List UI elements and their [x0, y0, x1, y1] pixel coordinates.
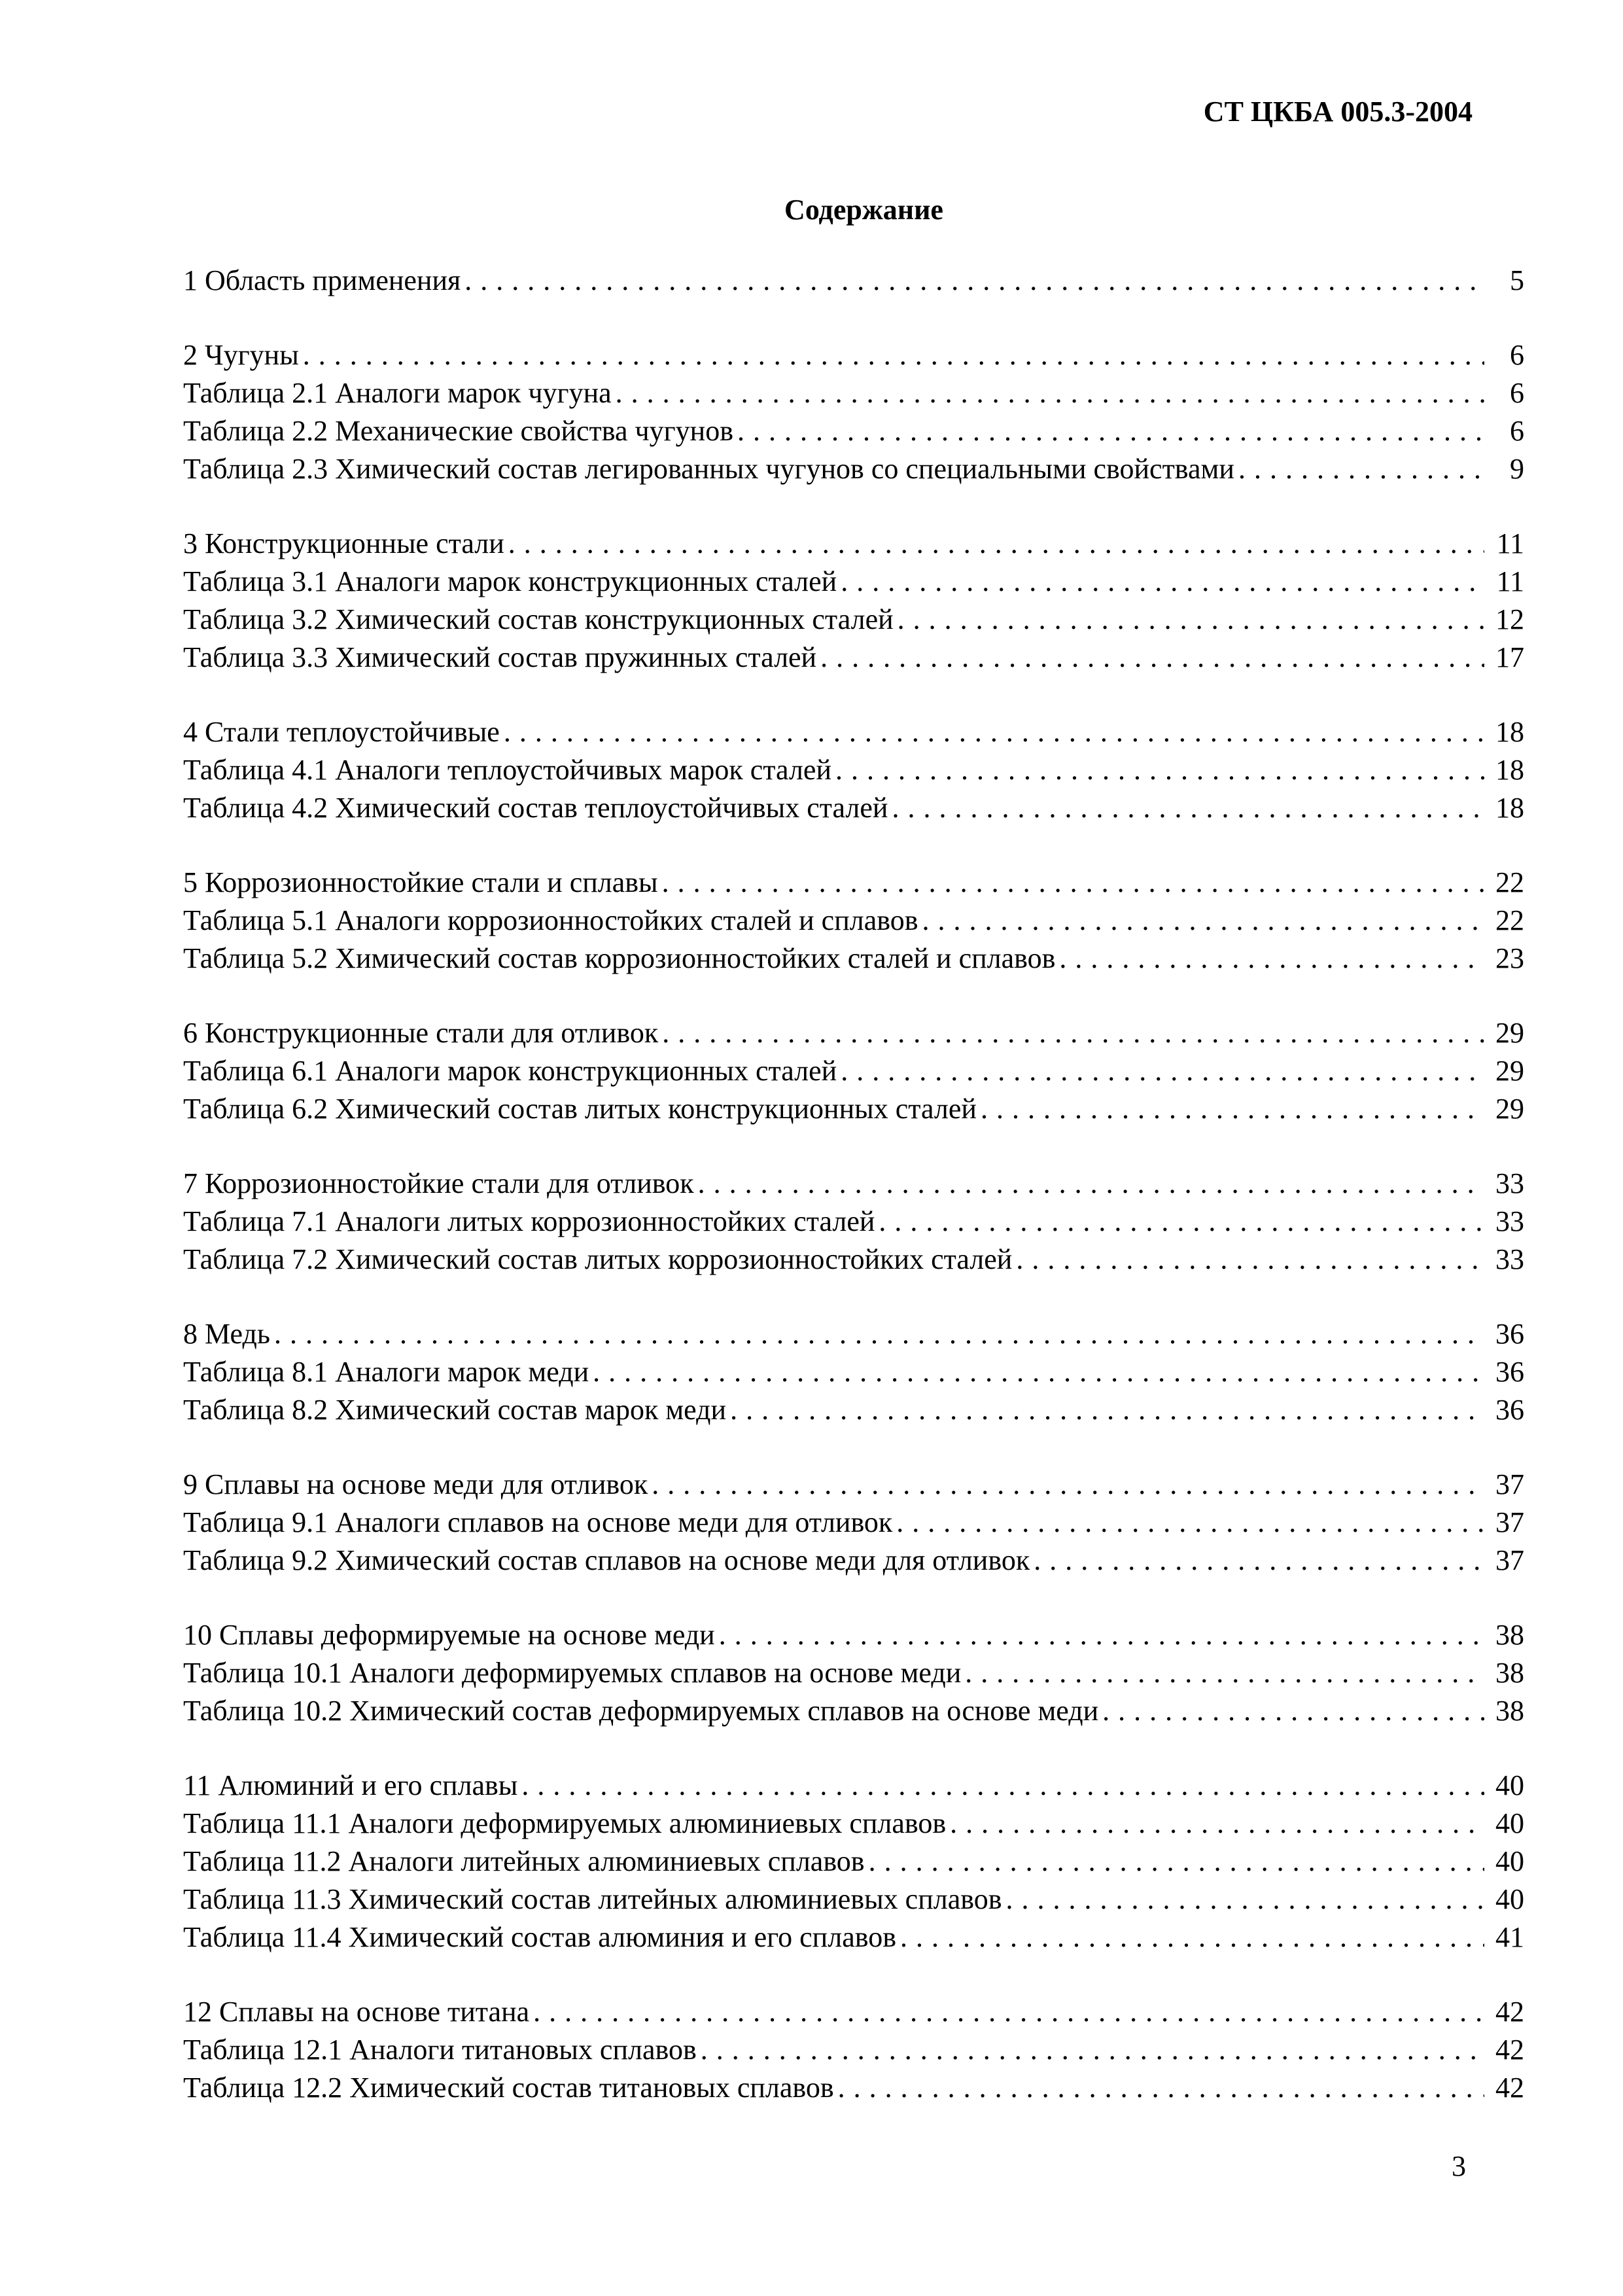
toc-section: [183, 525, 1524, 677]
toc-table-entry: [183, 1918, 1524, 1956]
toc-entry-page: 33: [1495, 1205, 1524, 1237]
toc-table-entry: [183, 563, 1524, 601]
toc-dot-leader: [869, 1843, 1484, 1881]
toc-entry-title: 5 Коррозионностойкие стали и сплавы: [183, 866, 658, 898]
toc-entry-page: 6: [1510, 339, 1524, 371]
toc-table-entry: [183, 639, 1524, 677]
toc-section: [183, 1014, 1524, 1128]
toc-section-entry: [183, 1616, 1524, 1654]
toc-dot-leader: [303, 336, 1484, 374]
toc-entry-title: Таблица 5.1 Аналоги коррозионностойких сталей и сплавов: [183, 904, 918, 936]
toc-section: [183, 1767, 1524, 1956]
toc-dot-leader: [521, 1767, 1484, 1805]
toc-entry-title: Таблица 3.2 Химический состав конструкционных сталей: [183, 603, 894, 635]
toc-entry-title: Таблица 8.1 Аналоги марок меди: [183, 1356, 589, 1388]
toc-dot-leader: [841, 1052, 1484, 1090]
toc-entry-page: 18: [1495, 792, 1524, 824]
toc-entry-page: 41: [1495, 1921, 1524, 1953]
toc-dot-leader: [892, 789, 1484, 827]
toc-section-entry: [183, 1466, 1524, 1504]
toc-entry-title: Таблица 11.3 Химический состав литейных алюминиевых сплавов: [183, 1883, 1002, 1915]
toc-table-entry: [183, 1881, 1524, 1918]
toc-entry-page: 23: [1495, 942, 1524, 974]
toc-entry-title: 12 Сплавы на основе титана: [183, 1996, 530, 2028]
toc-dot-leader: [1034, 1542, 1484, 1580]
toc-table-entry: [183, 751, 1524, 789]
toc-table-entry: [183, 1203, 1524, 1241]
toc-entry-title: Таблица 4.2 Химический состав теплоустойчивых сталей: [183, 792, 888, 824]
toc-entry-page: 37: [1495, 1506, 1524, 1538]
toc-dot-leader: [981, 1090, 1484, 1128]
toc-entry-title: Таблица 12.2 Химический состав титановых сплавов: [183, 2072, 834, 2104]
toc-entry-page: 42: [1495, 2072, 1524, 2104]
toc-table-entry: [183, 1090, 1524, 1128]
toc-entry-page: 6: [1510, 415, 1524, 447]
toc-dot-leader: [896, 1504, 1484, 1542]
toc-section-entry: [183, 1014, 1524, 1052]
toc-entry-page: 29: [1495, 1093, 1524, 1125]
toc-dot-leader: [898, 601, 1484, 639]
toc-dot-leader: [950, 1805, 1484, 1843]
toc-entry-title: 11 Алюминий и его сплавы: [183, 1769, 518, 1801]
toc-entry-title: Таблица 11.2 Аналоги литейных алюминиевых сплавов: [183, 1845, 865, 1877]
toc-section: [183, 336, 1524, 488]
toc-entry-page: 9: [1510, 453, 1524, 485]
toc-section: [183, 713, 1524, 827]
toc-dot-leader: [841, 563, 1484, 601]
toc-section-entry: [183, 1165, 1524, 1203]
toc-table-entry: [183, 1805, 1524, 1843]
toc-table-entry: [183, 1843, 1524, 1881]
toc-dot-leader: [1238, 450, 1484, 488]
toc-entry-title: 7 Коррозионностойкие стали для отливок: [183, 1167, 694, 1199]
toc-entry-title: Таблица 7.2 Химический состав литых коррозионностойких сталей: [183, 1243, 1013, 1275]
toc-dot-leader: [965, 1654, 1484, 1692]
toc-entry-page: 40: [1495, 1845, 1524, 1877]
toc-entry-title: Таблица 10.2 Химический состав деформируемых сплавов на основе меди: [183, 1695, 1099, 1727]
toc-entry-page: 37: [1495, 1544, 1524, 1576]
toc-dot-leader: [820, 639, 1484, 677]
toc-section-entry: [183, 864, 1524, 902]
document-code: СТ ЦКБА 005.3-2004: [1203, 96, 1473, 128]
toc-entry-title: 6 Конструкционные стали для отливок: [183, 1017, 659, 1049]
toc-entry-page: 22: [1495, 904, 1524, 936]
toc-entry-page: 42: [1495, 2034, 1524, 2066]
toc-entry-title: Таблица 9.2 Химический состав сплавов на основе меди для отливок: [183, 1544, 1030, 1576]
toc-entry-title: Таблица 4.1 Аналоги теплоустойчивых марок сталей: [183, 754, 831, 786]
toc-entry-title: Таблица 8.2 Химический состав марок меди: [183, 1394, 727, 1426]
toc-table-entry: [183, 1654, 1524, 1692]
toc-table-entry: [183, 2031, 1524, 2069]
toc-section: [183, 864, 1524, 978]
toc-section-entry: [183, 1767, 1524, 1805]
toc-dot-leader: [616, 374, 1484, 412]
toc-entry-title: 2 Чугуны: [183, 339, 299, 371]
toc-table-entry: [183, 412, 1524, 450]
toc-table-entry: [183, 1542, 1524, 1580]
toc-entry-page: 38: [1495, 1657, 1524, 1689]
toc-entry-page: 42: [1495, 1996, 1524, 2028]
toc-section-entry: [183, 525, 1524, 563]
toc-dot-leader: [737, 412, 1484, 450]
toc-entry-title: 10 Сплавы деформируемые на основе меди: [183, 1619, 715, 1651]
toc-entry-title: 1 Область применения: [183, 264, 461, 296]
toc-section: [183, 1315, 1524, 1429]
toc-entry-title: Таблица 5.2 Химический состав коррозионностойких сталей и сплавов: [183, 942, 1056, 974]
toc-entry-page: 5: [1510, 264, 1524, 296]
toc-entry-page: 33: [1495, 1167, 1524, 1199]
toc-entry-page: 38: [1495, 1619, 1524, 1651]
toc-entry-page: 36: [1495, 1356, 1524, 1388]
toc-entry-page: 40: [1495, 1769, 1524, 1801]
toc-entry-page: 40: [1495, 1807, 1524, 1839]
toc-entry-title: Таблица 11.1 Аналоги деформируемых алюминиевых сплавов: [183, 1807, 947, 1839]
toc-table-entry: [183, 1052, 1524, 1090]
toc-section-entry: [183, 336, 1524, 374]
toc-table-entry: [183, 789, 1524, 827]
toc-entry-page: 36: [1495, 1318, 1524, 1350]
toc-table-entry: [183, 1241, 1524, 1279]
toc-table-entry: [183, 1391, 1524, 1429]
toc-dot-leader: [838, 2069, 1484, 2107]
toc-dot-leader: [719, 1616, 1484, 1654]
toc-dot-leader: [879, 1203, 1484, 1241]
toc-entry-page: 11: [1496, 565, 1524, 597]
toc-entry-title: Таблица 2.3 Химический состав легированных чугунов со специальными свойствами: [183, 453, 1234, 485]
toc-entry-page: 38: [1495, 1695, 1524, 1727]
page-number: 3: [1452, 2150, 1466, 2182]
toc-entry-page: 17: [1495, 641, 1524, 673]
toc-table-entry: [183, 450, 1524, 488]
toc-table-entry: [183, 1504, 1524, 1542]
toc-section-entry: [183, 1993, 1524, 2031]
toc-entry-title: Таблица 2.2 Механические свойства чугунов: [183, 415, 733, 447]
toc-entry-page: 18: [1495, 716, 1524, 748]
toc-entry-page: 11: [1496, 527, 1524, 559]
toc-entry-page: 36: [1495, 1394, 1524, 1426]
toc-table-entry: [183, 374, 1524, 412]
toc-dot-leader: [835, 751, 1484, 789]
toc-dot-leader: [1059, 940, 1484, 978]
toc-dot-leader: [652, 1466, 1484, 1504]
toc-entry-title: Таблица 3.1 Аналоги марок конструкционных сталей: [183, 565, 837, 597]
toc-section: [183, 262, 1524, 300]
toc-dot-leader: [662, 864, 1484, 902]
toc-entry-page: 12: [1495, 603, 1524, 635]
toc-entry-page: 33: [1495, 1243, 1524, 1275]
toc-dot-leader: [698, 1165, 1484, 1203]
toc-dot-leader: [274, 1315, 1484, 1353]
toc-entry-page: 29: [1495, 1055, 1524, 1087]
toc-entry-page: 29: [1495, 1017, 1524, 1049]
toc-table-entry: [183, 902, 1524, 940]
toc-dot-leader: [900, 1918, 1484, 1956]
toc-section: [183, 1993, 1524, 2107]
toc-entry-page: 18: [1495, 754, 1524, 786]
toc-dot-leader: [1102, 1692, 1484, 1730]
toc-dot-leader: [922, 902, 1484, 940]
toc-dot-leader: [1006, 1881, 1485, 1918]
toc-section: [183, 1466, 1524, 1580]
toc-dot-leader: [662, 1014, 1484, 1052]
toc-entry-title: Таблица 2.1 Аналоги марок чугуна: [183, 377, 612, 409]
toc-table-entry: [183, 940, 1524, 978]
toc-entry-title: 9 Сплавы на основе меди для отливок: [183, 1468, 648, 1500]
toc-entry-page: 22: [1495, 866, 1524, 898]
toc-entry-title: 3 Конструкционные стали: [183, 527, 504, 559]
toc-entry-title: Таблица 10.1 Аналоги деформируемых сплавов на основе меди: [183, 1657, 962, 1689]
toc-table-entry: [183, 1692, 1524, 1730]
toc-entry-page: 37: [1495, 1468, 1524, 1500]
toc-entry-title: 4 Стали теплоустойчивые: [183, 716, 500, 748]
toc-entry-title: Таблица 6.2 Химический состав литых конструкционных сталей: [183, 1093, 977, 1125]
toc-entry-title: Таблица 6.1 Аналоги марок конструкционных сталей: [183, 1055, 837, 1087]
toc-dot-leader: [508, 525, 1484, 563]
toc-entry-page: 6: [1510, 377, 1524, 409]
toc-dot-leader: [464, 262, 1484, 300]
toc-section-entry: [183, 262, 1524, 300]
toc-dot-leader: [504, 713, 1484, 751]
toc-entry-page: 40: [1495, 1883, 1524, 1915]
toc-dot-leader: [730, 1391, 1484, 1429]
toc-table-entry: [183, 1353, 1524, 1391]
toc-table-entry: [183, 2069, 1524, 2107]
toc-title: Содержание: [784, 194, 943, 226]
toc-entry-title: Таблица 7.1 Аналоги литых коррозионностойких сталей: [183, 1205, 875, 1237]
toc-dot-leader: [701, 2031, 1484, 2069]
toc-entry-title: Таблица 9.1 Аналоги сплавов на основе меди для отливок: [183, 1506, 893, 1538]
toc-section-entry: [183, 713, 1524, 751]
toc-section: [183, 1165, 1524, 1279]
toc-entry-title: Таблица 12.1 Аналоги титановых сплавов: [183, 2034, 697, 2066]
toc-entry-title: Таблица 3.3 Химический состав пружинных сталей: [183, 641, 817, 673]
toc-dot-leader: [1016, 1241, 1484, 1279]
toc-table-entry: [183, 601, 1524, 639]
table-of-contents: [183, 262, 1524, 2144]
toc-section-entry: [183, 1315, 1524, 1353]
toc-entry-title: 8 Медь: [183, 1318, 270, 1350]
toc-entry-title: Таблица 11.4 Химический состав алюминия и его сплавов: [183, 1921, 896, 1953]
toc-section: [183, 1616, 1524, 1730]
toc-dot-leader: [533, 1993, 1484, 2031]
toc-dot-leader: [593, 1353, 1484, 1391]
